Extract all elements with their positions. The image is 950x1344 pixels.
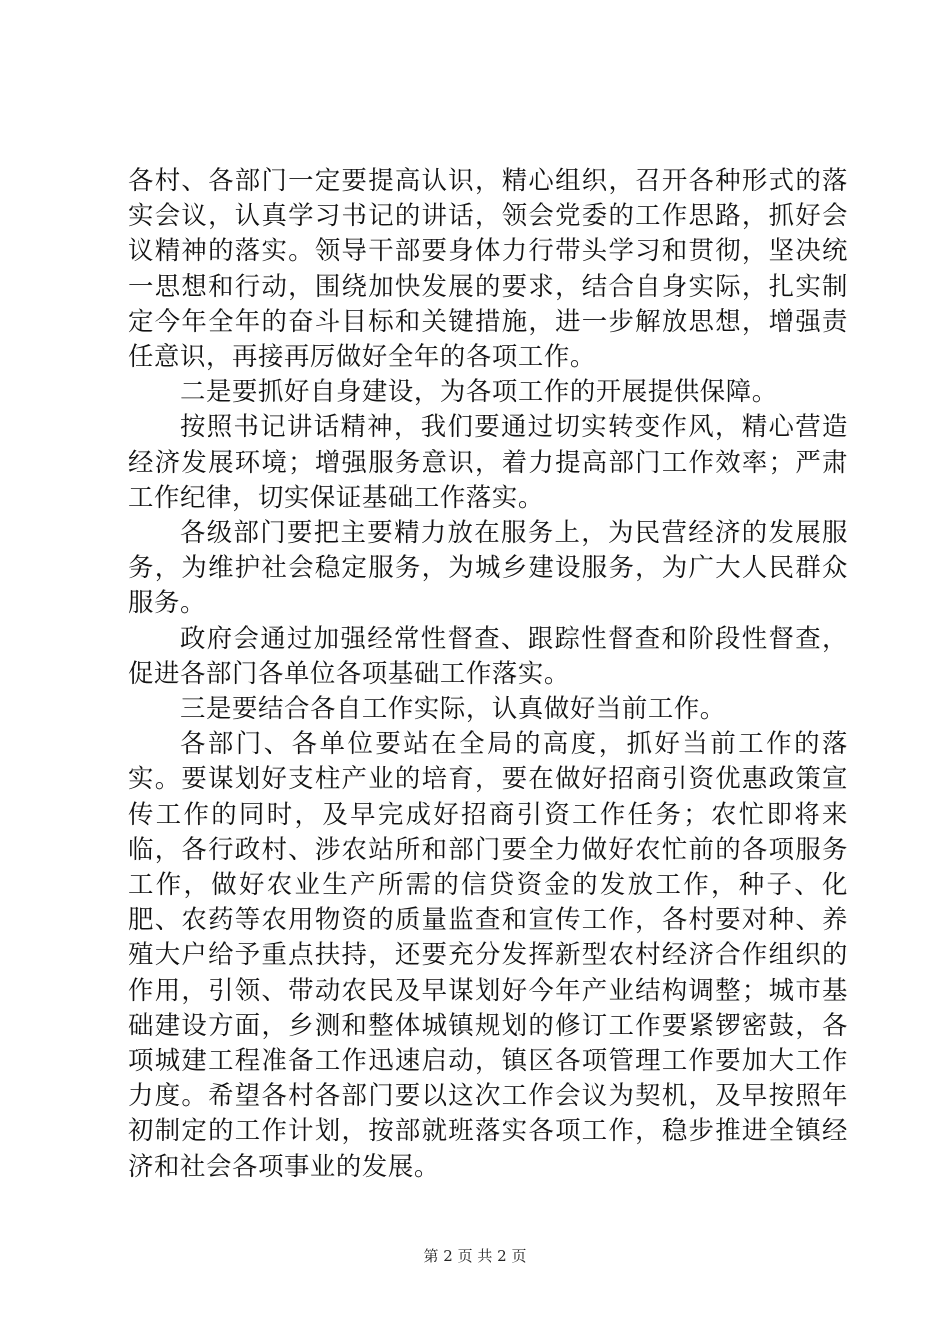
page-footer <box>0 1246 950 1266</box>
paragraph-7: 各部门、各单位要站在全局的高度，抓好当前工作的落实。要谋划好支柱产业的培育，要在做好招商引资优惠政策宣传工作的同时，及早完成好招商引资工作任务；农忙即将来临，各行政村、涉农站所和部门要全力做好农忙前的各项服务工作，做好农业生产所需的信贷资金的发放工作，种子、化肥、农药等农用物资的质量监查和宣传工作，各村要对种、养殖大户给予重点扶持，还要充分发挥新型农村经济合作组织的作用，引领、带动农民及早谋划好今年产业结构调整；城市基础建设方面，乡测和整体城镇规划的修订工作要紧锣密鼓，各项城建工程准备工作迅速启动，镇区各项管理工作要加大工作力度。希望各村各部门要以这次工作会议为契机，及早按照年初制定的工作计划，按部就班落实各项工作，稳步推进全镇经济和社会各项事业的发展。 <box>128 728 848 1181</box>
paragraph-2: 二是要抓好自身建设，为各项工作的开展提供保障。 <box>180 376 778 407</box>
paragraph-4: 各级部门要把主要精力放在服务上，为民营经济的发展服务，为维护社会稳定服务，为城乡建设服务，为广大人民群众服务。 <box>128 517 848 618</box>
paragraph-6: 三是要结合各自工作实际，认真做好当前工作。 <box>180 693 726 724</box>
paragraph-3: 按照书记讲话精神，我们要通过切实转变作风，精心营造经济发展环境；增强服务意识，着力提高部门工作效率；严肃工作纪律，切实保证基础工作落实。 <box>128 411 848 512</box>
document-body <box>128 163 848 1184</box>
page-number-label: 第 2 页 共 2 页 <box>423 1247 527 1265</box>
paragraph-1: 各村、各部门一定要提高认识，精心组织，召开各种形式的落实会议，认真学习书记的讲话，领会党委的工作思路，抓好会议精神的落实。领导干部要身体力行带头学习和贯彻，坚决统一思想和行动，围绕加快发展的要求，结合自身实际，扎实制定今年全年的奋斗目标和关键措施，进一步解放思想，增强责任意识，再接再厉做好全年的各项工作。 <box>128 165 848 372</box>
paragraph-5: 政府会通过加强经常性督查、跟踪性督查和阶段性督查，促进各部门各单位各项基础工作落实。 <box>128 622 848 688</box>
